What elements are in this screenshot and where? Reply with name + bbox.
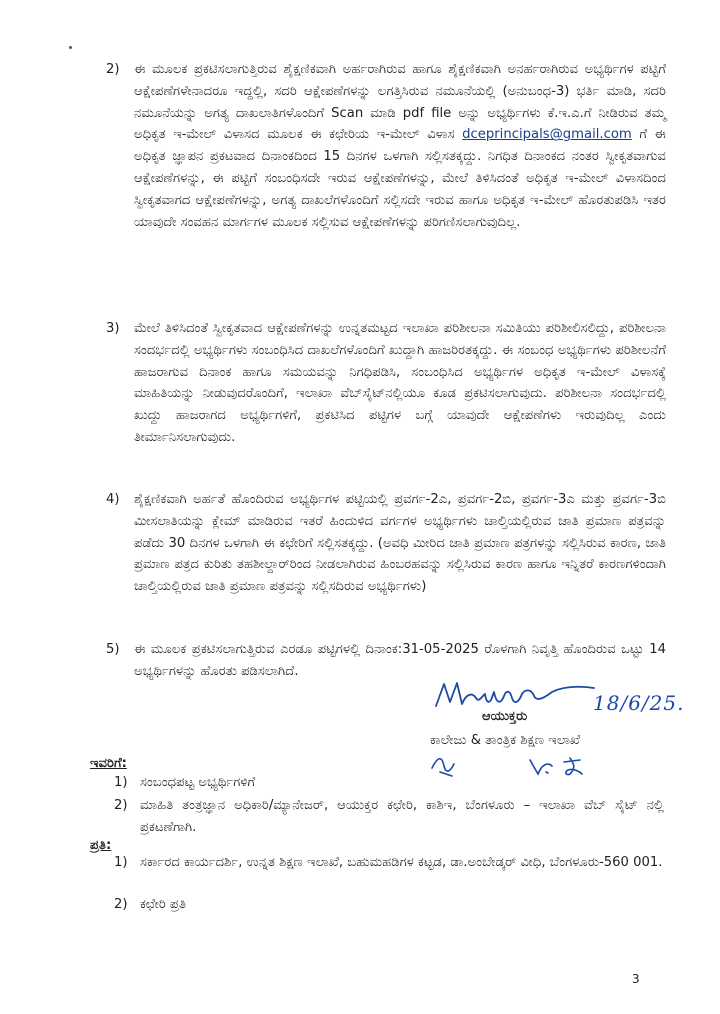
signatory-department: ಕಾಲೇಜು & ತಾಂತ್ರಿಕ ಶಿಕ್ಷಣ ಇಲಾಖೆ	[430, 733, 581, 748]
list-text: ಕಛೇರಿ ಪ್ರತಿ	[140, 897, 187, 912]
paragraph-text	[134, 59, 666, 233]
paragraph-3	[106, 318, 666, 449]
paragraph-number: 2)	[106, 62, 120, 77]
paragraph-number: 4)	[106, 492, 120, 507]
list-number: 1)	[114, 855, 128, 870]
list-text: ಸಂಬಂಧಪಟ್ಟ ಅಭ್ಯರ್ಥಿಗಳಿಗೆ	[140, 775, 256, 790]
list-number: 2)	[114, 798, 128, 813]
signature-date: 18/6/25.	[593, 691, 685, 715]
paragraph-text-part: ಈ ಮೂಲಕ ಪ್ರಕಟಿಸಲಾಗುತ್ತಿರುವ ಶೈಕ್ಷಣಿಕವಾಗಿ ಅರ್ಹರಾಗಿರುವ ಹಾಗೂ ಶೈಕ್ಷಣಿಕವಾಗಿ ಅನರ್ಹರಾಗಿರುವ ಅಭ್ಯರ್ಥಿಗಳ ಪಟ್ಟಿಗೆ ಆಕ್ಷೇಪಣೆಗಳೇನಾದರೂ ಇದ್ದಲ್ಲಿ, ಸದರಿ ಆಕ್ಷೇಪಣೆಗಳನ್ನು ಲಗತ್ತಿಸಿರುವ ನಮೂನೆಯಲ್ಲಿ (ಅನುಬಂಧ-3) ಭರ್ತಿ ಮಾಡಿ, ಸದರಿ ನಮೂನೆಯನ್ನು ಅಗತ್ಯ ದಾಖಲಾತಿಗಳೊಂದಿಗೆ Scan ಮಾಡಿ pdf file ಅನ್ನು ಅಭ್ಯರ್ಥಿಗಳು ಕೆ.ಇ.ಎ.ಗೆ ನೀಡಿರುವ ತಮ್ಮ ಅಧಿಕೃತ ಇ-ಮೇಲ್ ವಿಳಾಸದ ಮೂಲಕ ಈ ಕಛೇರಿಯ ಇ-ಮೇಲ್ ವಿಳಾಸ	[134, 62, 666, 143]
scan-speck	[69, 46, 72, 49]
signatory-designation: ಆಯುಕ್ತರು	[482, 709, 528, 724]
list-text: ಸರ್ಕಾರದ ಕಾರ್ಯದರ್ಶಿ, ಉನ್ನತ ಶಿಕ್ಷಣ ಇಲಾಖೆ, ಬಹುಮಹಡಿಗಳ ಕಟ್ಟಡ, ಡಾ.ಅಂಬೇಡ್ಕರ್ ವೀಧಿ, ಬೆಂಗಳೂರು-560 001.	[140, 855, 663, 870]
paragraph-text: ಈ ಮೂಲಕ ಪ್ರಕಟಿಸಲಾಗುತ್ತಿರುವ ಎರಡೂ ಪಟ್ಟಿಗಳಲ್ಲಿ ದಿನಾಂಕ:31-05-2025 ರೊಳಗಾಗಿ ನಿವೃತ್ತಿ ಹೊಂದಿರುವ ಒಟ್ಟು 14 ಅಭ್ಯರ್ಥಿಗಳನ್ನು ಹೊರತು ಪಡಿಸಲಾಗಿದೆ.	[134, 642, 666, 679]
list-text: ಮಾಹಿತಿ ತಂತ್ರಜ್ಞಾನ ಅಧಿಕಾರಿ/ಮ್ಯಾನೇಜರ್, ಆಯುಕ್ತರ ಕಛೇರಿ, ಕಾಶಿಇ, ಬೆಂಗಳೂರು – ಇಲಾಖಾ ವೆಬ್ ಸೈಟ್ ನಲ್ಲಿ ಪ್ರಕಟಣೆಗಾಗಿ.	[140, 798, 664, 835]
to-list-item	[114, 772, 664, 794]
paragraph-text: ಮೇಲೆ ತಿಳಿಸಿದಂತೆ ಸ್ವೀಕೃತವಾದ ಆಕ್ಷೇಪಣೆಗಳನ್ನು ಉನ್ನತಮಟ್ಟದ ಇಲಾಖಾ ಪರಿಶೀಲನಾ ಸಮಿತಿಯು ಪರಿಶೀಲಿಸಲಿದ್ದು, ಪರಿಶೀಲನಾ ಸಂದರ್ಭದಲ್ಲಿ ಅಭ್ಯರ್ಥಿಗಳು ಸಂಬಂಧಿಸಿದ ದಾಖಲೆಗಳೊಂದಿಗೆ ಖುದ್ದಾಗಿ ಹಾಜರಿರತಕ್ಕದ್ದು. ಈ ಸಂಬಂಧ ಅಭ್ಯರ್ಥಿಗಳು ಪರಿಶೀಲನೆಗೆ ಹಾಜರಾಗುವ ದಿನಾಂಕ ಹಾಗೂ ಸಮಯವನ್ನು ನಿಗಧಿಪಡಿಸಿ, ಸಂಬಂಧಿಸಿದ ಅಭ್ಯರ್ಥಿಗಳ ಅಧಿಕೃತ ಇ-ಮೇಲ್ ವಿಳಾಸಕ್ಕೆ ಮಾಹಿತಿಯನ್ನು ನೀಡುವುದರೊಂದಿಗೆ, ಇಲಾಖಾ ವೆಬ್‌ಸೈಟ್‌ನಲ್ಲಿಯೂ ಕೂಡ ಪ್ರಕಟಿಸಲಾಗುವುದು. ಪರಿಶೀಲನಾ ಸಂದರ್ಭದಲ್ಲಿ ಖುದ್ದು ಹಾಜರಾಗದ ಅಭ್ಯರ್ಥಿಗಳಿಗೆ, ಪ್ರಕಟಿಸಿದ ಪಟ್ಟಿಗಳ ಬಗ್ಗೆ ಯಾವುದೇ ಆಕ್ಷೇಪಣೆಗಳು ಇರುವುದಿಲ್ಲ ಎಂದು ತೀರ್ಮಾನಿಸಲಾಗುವುದು.	[134, 321, 666, 445]
email-link[interactable]: dceprincipals@gmail.com	[462, 127, 632, 143]
to-list-item	[114, 795, 664, 839]
to-section-heading: ಇವರಿಗೆ:	[90, 756, 127, 771]
paragraph-text-part: ಗೆ ಈ ಅಧಿಕೃತ ಜ್ಞಾಪನ ಪ್ರಕಟವಾದ ದಿನಾಂಕದಿಂದ 15 ದಿನಗಳ ಒಳಗಾಗಿ ಸಲ್ಲಿಸತಕ್ಕದ್ದು. ನಿಗಧಿತ ದಿನಾಂಕದ ನಂತರ ಸ್ವೀಕೃತವಾಗುವ ಆಕ್ಷೇಪಣೆಗಳನ್ನು, ಈ ಪಟ್ಟಿಗೆ ಸಂಬಂಧಿಸದೇ ಇರುವ ಆಕ್ಷೇಪಣೆಗಳನ್ನು, ಮೇಲೆ ತಿಳಿಸಿದಂತೆ ಅಧಿಕೃತ ಇ-ಮೇಲ್ ವಿಳಾಸದಿಂದ ಸ್ವೀಕೃತವಾಗದ ಆಕ್ಷೇಪಣೆಗಳನ್ನು, ಅಗತ್ಯ ದಾಖಲೆಗಳೊಂದಿಗೆ ಸಲ್ಲಿಸದೇ ಇರುವ ಹಾಗೂ ಅಧಿಕೃತ ಇ-ಮೇಲ್ ಹೊರತುಪಡಿಸಿ ಇತರ ಯಾವುದೇ ಸಂವಹನ ಮಾರ್ಗಗಳ ಮೂಲಕ ಸಲ್ಲಿಸುವ ಆಕ್ಷೇಪಣೆಗಳನ್ನು ಪರಿಗಣಿಸಲಾಗುವುದಿಲ್ಲ.	[134, 127, 666, 230]
paragraph-4	[106, 489, 666, 598]
paragraph-2	[106, 59, 666, 233]
list-number: 1)	[114, 775, 128, 790]
handwritten-signature	[430, 676, 600, 712]
list-number: 2)	[114, 897, 128, 912]
paragraph-text: ಶೈಕ್ಷಣಿಕವಾಗಿ ಅರ್ಹತೆ ಹೊಂದಿರುವ ಅಭ್ಯರ್ಥಿಗಳ ಪಟ್ಟಿಯಲ್ಲಿ ಪ್ರವರ್ಗ-2ಎ, ಪ್ರವರ್ಗ-2ಬಿ, ಪ್ರವರ್ಗ-3ಎ ಮತ್ತು ಪ್ರವರ್ಗ-3ಬಿ ಮೀಸಲಾತಿಯನ್ನು ಕ್ಲೇಮ್ ಮಾಡಿರುವ ಇತರೆ ಹಿಂದುಳಿದ ವರ್ಗಗಳ ಅಭ್ಯರ್ಥಿಗಳು ಚಾಲ್ತಿಯಲ್ಲಿರುವ ಜಾತಿ ಪ್ರಮಾಣ ಪತ್ರವನ್ನು ಪಡೆದು 30 ದಿನಗಳ ಒಳಗಾಗಿ ಈ ಕಛೇರಿಗೆ ಸಲ್ಲಿಸತಕ್ಕದ್ದು. (ಅವಧಿ ಮೀರಿದ ಜಾತಿ ಪ್ರಮಾಣ ಪತ್ರಗಳನ್ನು ಸಲ್ಲಿಸಿರುವ ಕಾರಣ, ಜಾತಿ ಪ್ರಮಾಣ ಪತ್ರದ ಕುರಿತು ತಹಶೀಲ್ದಾರ್‌ರಿಂದ ನೀಡಲಾಗಿರುವ ಹಿಂಬರಹವನ್ನು ಸಲ್ಲಿಸಿರುವ ಕಾರಣ ಹಾಗೂ ಇನ್ನಿತರೆ ಕಾರಣಗಳಿಂದಾಗಿ ಚಾಲ್ತಿಯಲ್ಲಿರುವ ಜಾತಿ ಪ್ರಮಾಣ ಪತ್ರವನ್ನು ಸಲ್ಲಿಸದಿರುವ ಅಭ್ಯರ್ಥಿಗಳು)	[134, 492, 666, 595]
paragraph-number: 3)	[106, 321, 120, 336]
copy-list-item	[114, 852, 664, 874]
paragraph-number: 5)	[106, 642, 120, 657]
copy-section-heading: ಪ್ರತಿ:	[90, 838, 112, 853]
page-number: 3	[632, 972, 640, 986]
copy-list-item	[114, 894, 664, 916]
